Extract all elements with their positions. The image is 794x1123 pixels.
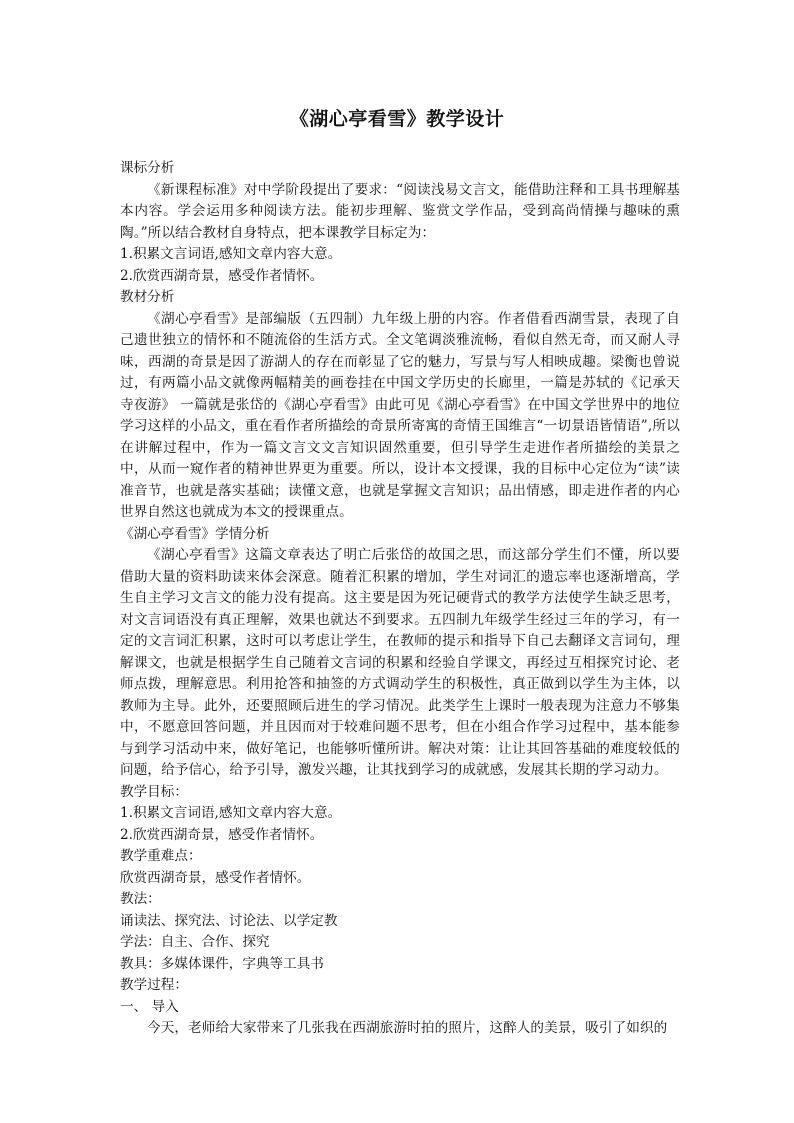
document-body: [120, 158, 680, 1040]
section-heading-textbook: 教材分析: [120, 289, 175, 305]
curriculum-paragraph: 《新课程标准》对中学阶段提出了要求：“阅读浅易文言文，能借助注释和工具书理解基本内容。学会运用多种阅读方法。能初步理解、鉴赏文学作品，受到高尚情操与趣味的熏陶。”所以结合教材自身特点，把本课教学目标定为：: [120, 181, 680, 241]
process-step-1-text: 今天，老师给大家带来了几张我在西湖旅游时拍的照片，这醉人的美景，吸引了如织的: [147, 1020, 668, 1036]
textbook-paragraph: 《湖心亭看雪》是部编版（五四制）九年级上册的内容。作者借看西湖雪景，表现了自己遗世独立的情怀和不随流俗的生活方式。全文笔调淡雅流畅，看似自然无奇，而又耐人寻味，西湖的奇景是因了游湖人的存在而彰显了它的魅力，写景与写人相映成趣。梁衡也曾说过，有两篇小品文就像两幅精美的画卷挂在中国文学历史的长廊里，一篇是苏轼的《记承天寺夜游》 一篇就是张岱的《湖心亭看雪》由此可见《湖心亭看雪》在中国文学世界中的地位学习这样的小品文，重在看作者所描绘的奇景所寄寓的奇情王国维言“一切景语皆情语”,所以在讲解过程中，作为一篇文言文文言知识固然重要，但引导学生走进作者所描绘的美景之中，从而一窥作者的精神世界更为重要。所以，设计本文授课，我的目标中心定位为“读”读准音节，也就是落实基础；读懂文意，也就是掌握文言知识；品出情感，即走进作者的内心世界自然这也就成为本文的授课重点。: [120, 310, 680, 520]
curriculum-item-1: 1.积累文言词语,感知文章内容大意。: [120, 246, 342, 262]
students-paragraph: 《湖心亭看雪》这篇文章表达了明亡后张岱的故国之思，而这部分学生们不懂，所以要借助大量的资料助读来体会深意。随着汇积累的增加，学生对词汇的遗忘率也逐渐增高，学生自主学习文言文的能力没有提高。这主要是因为死记硬背式的教学方法使学生缺乏思考，对文言词语没有真正理解，效果也就达不到要求。五四制九年级学生经过三年的学习，有一定的文言词汇积累，这时可以考虑让学生，在教师的提示和指导下自己去翻译文言词句，理解课文，也就是根据学生自己随着文言词的积累和经验自学课文，再经过互相探究讨论、老师点拨，理解意思。利用抢答和抽签的方式调动学生的积极性，真正做到以学生为主体，以教师为主导。此外，还要照顾后进生的学习情况。此类学生上课时一般表现为注意力不够集中，不愿意回答问题，并且因而对于较难问题不思考，但在小组合作学习过程中，基本能参与到学习活动中来，做好笔记，也能够听懂所讲。解决对策：让让其回答基础的难度较低的问题，给予信心，给予引导，激发兴趣，让其找到学习的成就感，发展其长期的学习动力。: [120, 547, 680, 778]
section-heading-students: 《湖心亭看雪》学情分析: [120, 525, 270, 542]
section-heading-key-points: 教学重难点：: [120, 848, 202, 864]
section-heading-goals: 教学目标：: [120, 783, 188, 800]
goals-item-1: 1.积累文言词语,感知文章内容大意。: [120, 805, 342, 821]
section-heading-curriculum: 课标分析: [120, 160, 175, 176]
goals-item-2: 2.欣赏西湖奇景，感受作者情怀。: [120, 826, 324, 843]
teaching-methods-text: 诵读法、探究法、讨论法、以学定教: [120, 912, 338, 929]
learning-methods-text: 学法：自主、合作、探究: [120, 934, 270, 950]
section-heading-methods: 教法：: [120, 891, 161, 907]
teaching-tools-line: 教具：多媒体课件，字典等工具书: [120, 955, 324, 972]
curriculum-item-2: 2.欣赏西湖奇景，感受作者情怀。: [120, 267, 324, 284]
key-points-text: 欣赏西湖奇景，感受作者情怀。: [120, 869, 311, 886]
process-step-1-heading: 一、 导入: [120, 998, 179, 1015]
document-title: 《湖心亭看雪》教学设计: [289, 108, 505, 130]
section-heading-process: 教学过程：: [120, 977, 188, 993]
